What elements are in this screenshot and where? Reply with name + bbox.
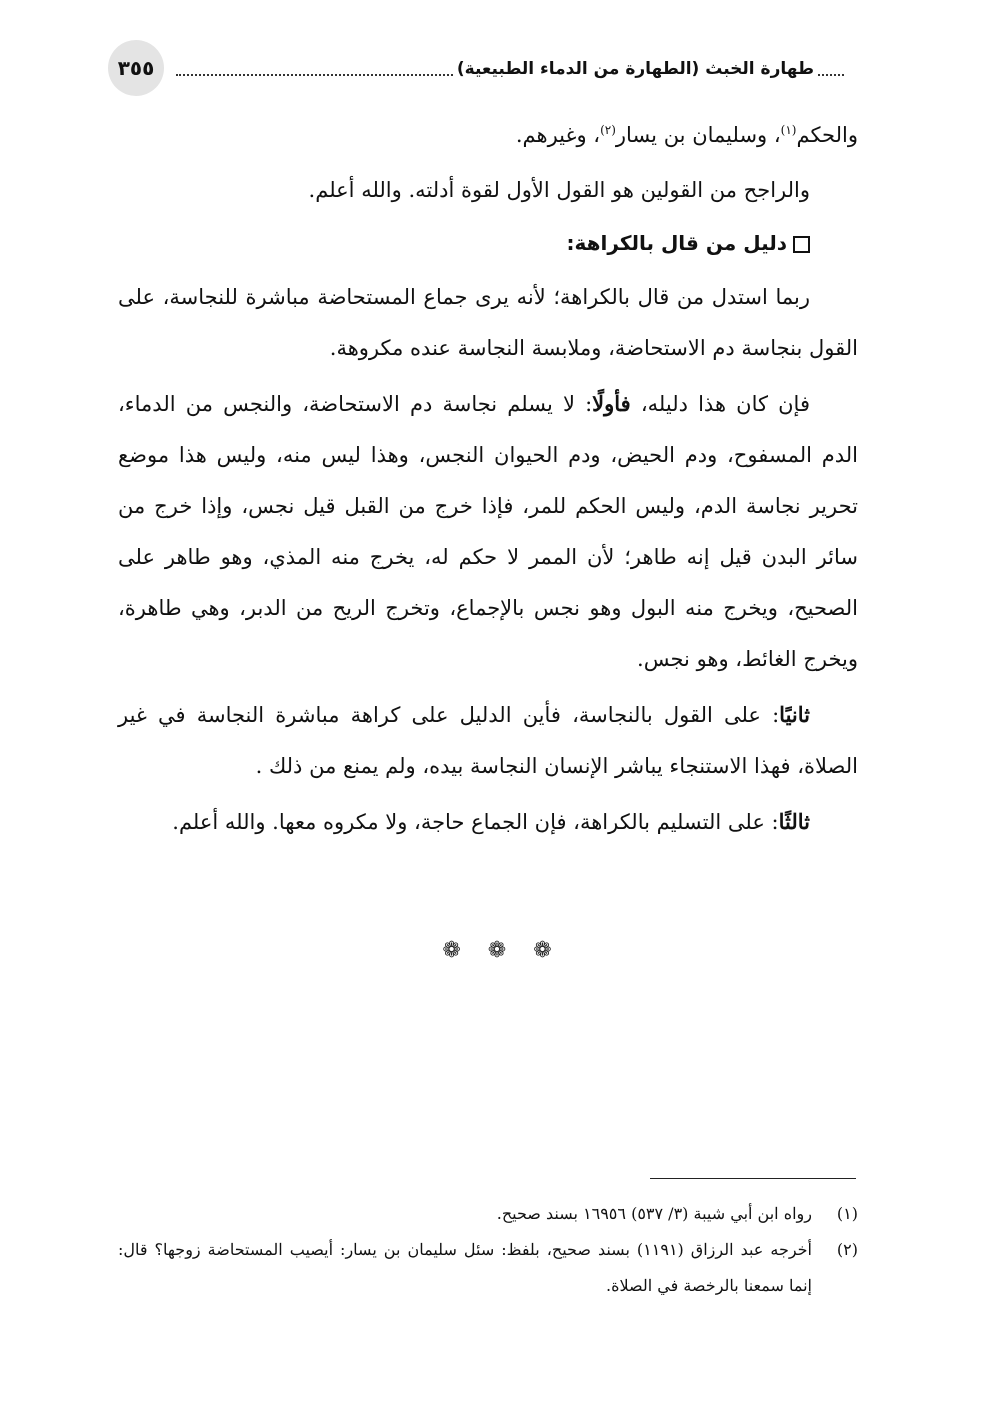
- running-title: طهارة الخبث (الطهارة من الدماء الطبيعية): [456, 59, 814, 79]
- footnote-text: رواه ابن أبي شيبة (٣/ ٥٣٧) ١٦٩٥٦ بسند صحيح.: [496, 1204, 812, 1223]
- page-number-text: ٣٥٥: [117, 56, 155, 80]
- section-heading: [118, 220, 858, 266]
- footnote-number: (٢): [836, 1240, 858, 1259]
- point-second-label: ثانيًا: [779, 702, 810, 727]
- section-end-ornament: ❁ ❁ ❁: [442, 938, 562, 963]
- paragraph-1: والحكم$^{(١)}$، وسليمان بن يسار$^{(٢)}$، وغيرهم.: [515, 123, 858, 147]
- footnote-divider: [650, 1178, 856, 1179]
- footnote-2: [118, 1232, 858, 1304]
- main-text: [118, 110, 858, 852]
- paragraph-6: ثالثًا: على التسليم بالكراهة، فإن الجماع حاجة، ولا مكروه معها. والله أعلم.: [172, 809, 810, 834]
- footnotes: [118, 1196, 858, 1304]
- page-number: [108, 40, 164, 96]
- running-header: [176, 54, 844, 84]
- paragraph-3: ربما استدل من قال بالكراهة؛ لأنه يرى جماع المستحاضة مباشرة للنجاسة، على القول بنجاسة دم الاستحاضة، وملابسة النجاسة عنده مكروهة.: [118, 285, 858, 360]
- footnote-text: أخرجه عبد الرزاق (١١٩١) بسند صحيح، بلفظ: سئل سليمان بن يسار: أيصيب المستحاضة زوجها؟ قال: إنما سمعنا بالرخصة في الصلاة.: [118, 1240, 812, 1295]
- point-third-label: ثالثًا: [778, 809, 810, 834]
- section-heading-text: دليل من قال بالكراهة:: [566, 231, 787, 255]
- header-leader-dots-left: [176, 74, 453, 76]
- paragraph-4: فإن كان هذا دليله، فأولًا: لا يسلم نجاسة دم الاستحاضة، والنجس من الدماء، الدم المسفوح، ودم الحيض، ودم الحيوان النجس، وهذا ليس منه، وليس هذا موضع تحرير نجاسة الدم، وليس الحكم للمر، فإذا خرج من القبل قيل نجس، وإذا خرج من سائر البدن قيل إنه طاهر؛ لأن الممر لا حكم له، يخرج منه المذي، وهو طاهر على الصحيح، ويخرج منه البول وهو نجس بالإجماع، وتخرج الريح من الدبر، وهي طاهرة، ويخرج الغائط، وهو نجس.: [118, 391, 858, 671]
- footnote-ref-2[interactable]: (٢): [600, 123, 616, 137]
- paragraph-2: والراجح من القولين هو القول الأول لقوة أدلته. والله أعلم.: [308, 178, 810, 202]
- footnote-1: [118, 1196, 858, 1232]
- point-first-label: فأولًا: [592, 391, 631, 416]
- footnote-ref-1[interactable]: (١): [780, 123, 797, 137]
- checkbox-square-icon: [793, 236, 810, 253]
- footnote-number: (١): [836, 1204, 858, 1223]
- paragraph-5: ثانيًا: على القول بالنجاسة، فأين الدليل على كراهة مباشرة النجاسة في غير الصلاة، فهذا الاستنجاء يباشر الإنسان النجاسة بيده، ولم يمنع من ذلك .: [118, 702, 858, 778]
- header-leader-dots-right: [818, 74, 844, 76]
